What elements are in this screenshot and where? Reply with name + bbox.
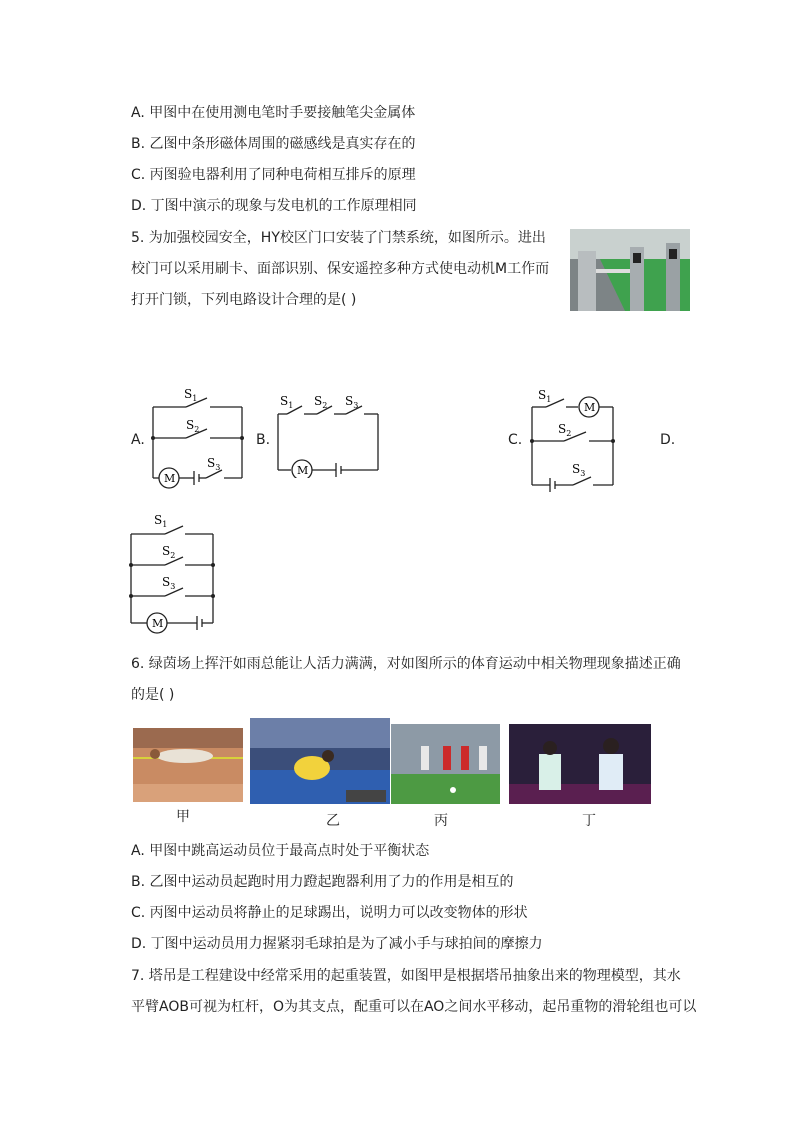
circuit-d (127, 510, 227, 640)
svg-text:S2: $S_2$ (314, 394, 328, 410)
q4-option-c: C. 丙图验电器利用了同种电荷相互排斥的原理 (131, 167, 416, 183)
q6-option-a: A. 甲图中跳高运动员位于最高点时处于平衡状态 (131, 843, 430, 859)
q7-line-1: 7. 塔吊是工程建设中经常采用的起重装置，如图甲是根据塔吊抽象出来的物理模型，其水 (131, 968, 681, 984)
circuit-label-d: D. (660, 432, 676, 448)
svg-text:S2: $S_2$ (162, 544, 176, 560)
sprint-start-photo (250, 718, 390, 804)
q7-line-2: 平臂AOB可视为杠杆，O为其支点，配重可以在AO之间水平移动，起吊重物的滑轮组也可以 (131, 999, 697, 1015)
badminton-photo (509, 724, 651, 804)
caption-ding: 丁 (582, 813, 596, 829)
football-photo (391, 724, 500, 804)
svg-text:S1: $S_1$ (280, 394, 294, 410)
svg-text:S3: $S_3$ (345, 394, 359, 410)
q5-line-1: 5. 为加强校园安全，HY校区门口安装了门禁系统，如图所示。进出 (131, 230, 546, 246)
q4-option-d: D. 丁图中演示的现象与发电机的工作原理相同 (131, 198, 417, 214)
q4-option-b: B. 乙图中条形磁体周围的磁感线是真实存在的 (131, 136, 416, 152)
switch-label: $S_1$ (184, 387, 198, 403)
q6-option-c: C. 丙图中运动员将静止的足球踢出，说明力可以改变物体的形状 (131, 905, 528, 921)
circuit-a (150, 385, 250, 495)
q5-line-2: 校门可以采用刷卡、面部识别、保安遥控多种方式使电动机M工作而 (131, 261, 550, 277)
motor-label: M (164, 472, 176, 485)
svg-text:S2: $S_2$ (558, 422, 572, 438)
caption-bing: 丙 (434, 813, 448, 829)
circuit-c (528, 385, 628, 495)
svg-text:M: M (152, 617, 164, 630)
svg-text:S3: $S_3$ (162, 575, 176, 591)
high-jump-photo (133, 728, 243, 802)
q6-option-d: D. 丁图中运动员用力握紧羽毛球拍是为了减小手与球拍间的摩擦力 (131, 936, 543, 952)
caption-yi: 乙 (326, 813, 340, 829)
q5-line-3: 打开门锁，下列电路设计合理的是( ) (131, 292, 357, 308)
svg-text:S1: $S_1$ (538, 388, 552, 404)
circuit-b (274, 388, 384, 478)
q6-line-1: 6. 绿茵场上挥汗如雨总能让人活力满满，对如图所示的体育运动中相关物理现象描述正确 (131, 656, 681, 672)
q6-option-b: B. 乙图中运动员起跑时用力蹬起跑器利用了力的作用是相互的 (131, 874, 514, 890)
circuit-label-a: A. (131, 432, 145, 448)
svg-text:S2: $S_2$ (186, 418, 200, 434)
svg-text:M: M (297, 464, 309, 477)
circuit-label-c: C. (508, 432, 523, 448)
q6-line-2: 的是( ) (131, 687, 175, 703)
svg-text:S1: $S_1$ (154, 513, 168, 529)
svg-text:M: M (584, 401, 596, 414)
q4-option-a: A. 甲图中在使用测电笔时手要接触笔尖金属体 (131, 105, 416, 121)
svg-text:S3: $S_3$ (207, 456, 221, 472)
access-gate-photo (570, 229, 690, 311)
svg-text:S3: $S_3$ (572, 462, 586, 478)
caption-jia: 甲 (176, 809, 190, 825)
circuit-label-b: B. (256, 432, 271, 448)
